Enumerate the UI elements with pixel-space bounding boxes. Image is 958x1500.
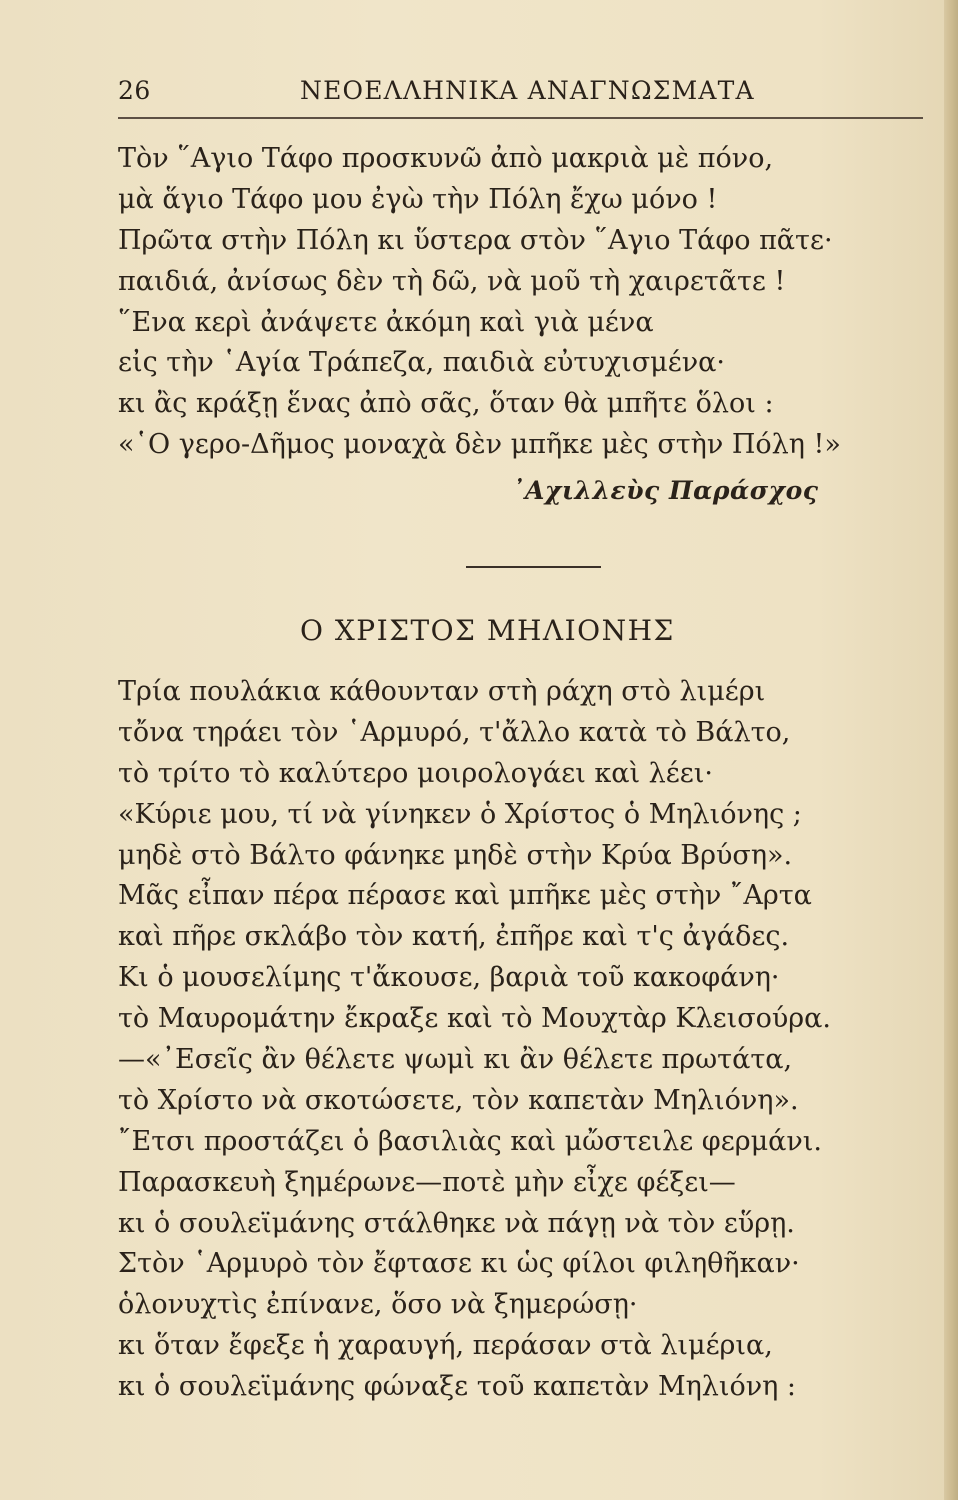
poem-line: Παρασκευὴ ξημέρωνε—ποτὲ μὴν εἶχε φέξει—: [118, 1166, 736, 1198]
poem-line: εἰς τὴν ῾Αγία Τράπεζα, παιδιὰ εὐτυχισμένα·: [118, 347, 725, 379]
poem-line: τὸ Χρίστο νὰ σκοτώσετε, τὸν καπετὰν Μηλιόνη».: [118, 1084, 799, 1116]
poem-line: καὶ πῆρε σκλάβο τὸν κατή, ἐπῆρε καὶ τ'ς ἀγάδες.: [118, 921, 790, 953]
poem-line: τὄνα τηράει τὸν ῾Αρμυρό, τ'ἄλλο κατὰ τὸ Βάλτο,: [118, 716, 791, 748]
poem-line: —«᾿Εσεῖς ἂν θέλετε ψωμὶ κι ἂν θέλετε πρωτάτα,: [118, 1044, 793, 1076]
poem-line: τὸ Μαυρομάτην ἔκραξε καὶ τὸ Μουχτὰρ Κλεισούρα.: [118, 1003, 831, 1035]
poem-first: [118, 139, 898, 466]
poem-line: κι ὁ σουλεϊμάνης στάλθηκε νὰ πάγῃ νὰ τὸν εὕρῃ.: [118, 1207, 795, 1239]
poem-line: κι ὁ σουλεϊμάνης φώναξε τοῦ καπετὰν Μηλιόνη :: [118, 1371, 796, 1403]
poem-title: Ο ΧΡΙΣΤΟΣ ΜΗΛΙΟΝΗΣ: [300, 614, 675, 647]
poem-line: ῞Ενα κερὶ ἀνάψετε ἀκόμη καὶ γιὰ μένα: [118, 306, 654, 338]
page-spine-edge: [944, 0, 958, 1500]
poem-line: Μᾶς εἶπαν πέρα πέρασε καὶ μπῆκε μὲς στὴν ῎Αρτα: [118, 880, 812, 912]
poem-line: Στὸν ῾Αρμυρὸ τὸν ἔφτασε κι ὡς φίλοι φιληθῆκαν·: [118, 1248, 800, 1280]
poem-line: Κι ὁ μουσελίμης τ'ἄκουσε, βαριὰ τοῦ κακοφάνη·: [118, 962, 780, 994]
poem-line: Τρία πουλάκια κάθουνταν στὴ ράχη στὸ λιμέρι: [118, 676, 766, 707]
poem-line: «῾Ο γερο-Δῆμος μοναχὰ δὲν μπῆκε μὲς στὴν Πόλη !»: [118, 429, 841, 461]
section-divider: [466, 566, 601, 568]
poem-line: ὁλονυχτὶς ἐπίνανε, ὅσο νὰ ξημερώσῃ·: [118, 1289, 638, 1321]
running-head: ΝΕΟΕΛΛΗΝΙΚΑ ΑΝΑΓΝΩΣΜΑΤΑ: [300, 76, 755, 105]
page-header: [118, 76, 908, 110]
poem-line: ῎Ετσι προστάζει ὁ βασιλιὰς καὶ μὤστειλε φερμάνι.: [118, 1125, 822, 1157]
poem-line: «Κύριε μου, τί νὰ γίνηκεν ὁ Χρίστος ὁ Μηλιόνης ;: [118, 798, 802, 830]
poem-line: μὰ ἅγιο Τάφο μου ἐγὼ τὴν Πόλη ἔχω μόνο !: [118, 183, 718, 215]
poem-line: μηδὲ στὸ Βάλτο φάνηκε μηδὲ στὴν Κρύα Βρύση».: [118, 839, 793, 871]
poem-line: Πρῶτα στὴν Πόλη κι ὕστερα στὸν ῞Αγιο Τάφο πᾶτε·: [118, 224, 833, 256]
poem-line: κι ἂς κράξῃ ἕνας ἀπὸ σᾶς, ὅταν θὰ μπῆτε ὅλοι :: [118, 388, 774, 420]
poem-line: κι ὅταν ἔφεξε ἡ χαραυγή, περάσαν στὰ λιμέρια,: [118, 1330, 773, 1362]
poem-line: παιδιά, ἀνίσως δὲν τὴ δῶ, νὰ μοῦ τὴ χαιρετᾶτε !: [118, 265, 786, 297]
poem-second: [118, 672, 898, 1408]
header-rule: [118, 117, 923, 119]
poem-author-signature: ᾿Αχιλλεὺς Παράσχος: [512, 476, 819, 505]
poem-line: Τὸν ῞Αγιο Τάφο προσκυνῶ ἀπὸ μακριὰ μὲ πόνο,: [118, 143, 774, 174]
poem-line: τὸ τρίτο τὸ καλύτερο μοιρολογάει καὶ λέει·: [118, 757, 713, 789]
page-number: 26: [118, 76, 151, 105]
